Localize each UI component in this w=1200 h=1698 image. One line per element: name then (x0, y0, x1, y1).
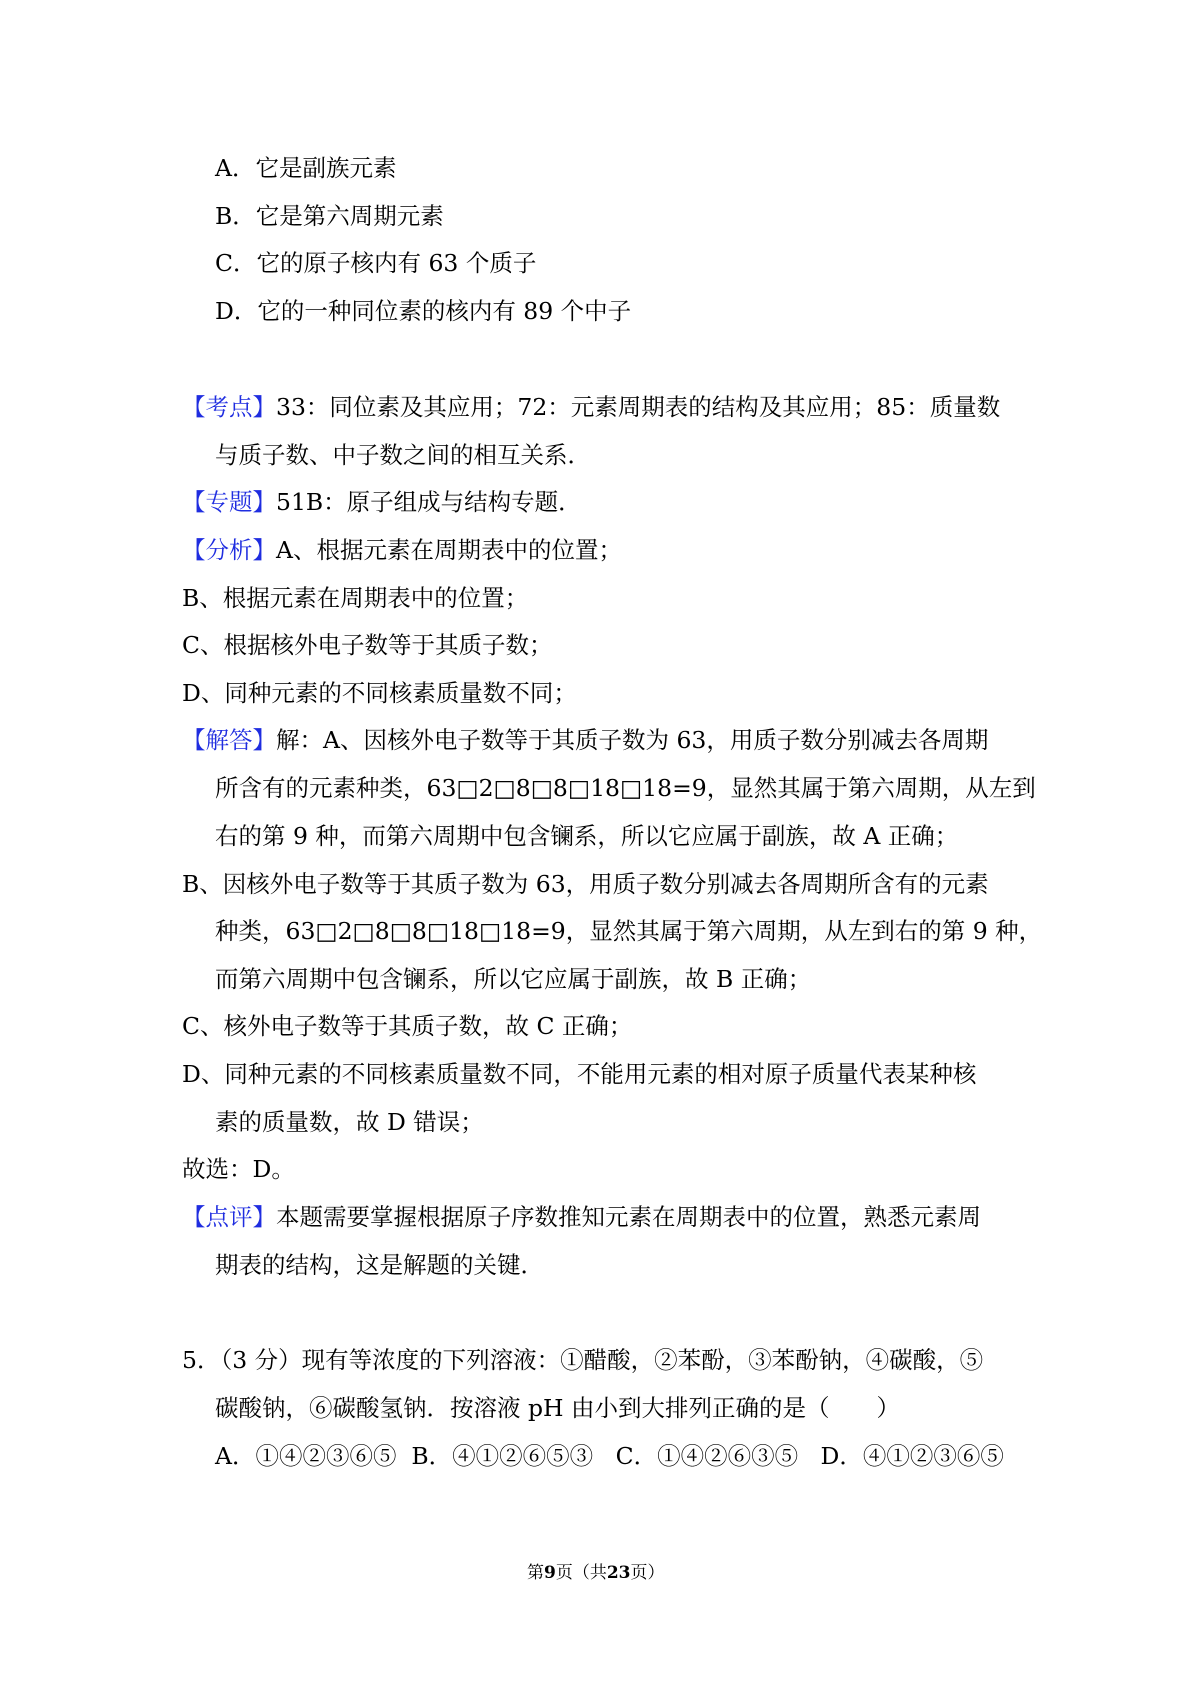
jieda-line-10: 故选：D。 (182, 1155, 295, 1183)
footer-suffix: 页） (630, 1563, 665, 1583)
question-5-choices: A．①④②③⑥⑤ B．④①②⑥⑤③ C．①④②⑥③⑤ D．④①②③⑥⑤ (215, 1442, 1004, 1470)
kaodian-text-1: 33：同位素及其应用；72：元素周期表的结构及其应用；85：质量数 (276, 393, 1001, 421)
footer-total-pages: 23 (606, 1563, 631, 1583)
option-d: D．它的一种同位素的核内有 89 个中子 (215, 297, 632, 325)
jieda-line-4: B、因核外电子数等于其质子数为 63，用质子数分别减去各周期所含有的元素 (182, 870, 989, 898)
jieda-text-1: 解：A、因核外电子数等于其质子数为 63，用质子数分别减去各周期 (276, 726, 989, 754)
jieda-line-3: 右的第 9 种，而第六周期中包含镧系，所以它应属于副族，故 A 正确； (215, 822, 959, 850)
zhuanti-tag: 【专题】 (182, 488, 276, 516)
zhuanti-text: 51B：原子组成与结构专题． (276, 488, 582, 516)
footer-page-number: 9 (544, 1563, 556, 1583)
fenxi-tag: 【分析】 (182, 536, 276, 564)
kaodian-line-2: 与质子数、中子数之间的相互关系． (215, 441, 591, 469)
option-b: B．它是第六周期元素 (215, 202, 444, 230)
kaodian-tag: 【考点】 (182, 393, 276, 421)
dianping-text-1: 本题需要掌握根据原子序数推知元素在周期表中的位置，熟悉元素周 (276, 1203, 981, 1231)
jieda-tag: 【解答】 (182, 726, 276, 754)
dianping-tag: 【点评】 (182, 1203, 276, 1231)
jieda-line-5: 种类，63□2□8□8□18□18=9，显然其属于第六周期，从左到右的第 9 种， (215, 917, 1043, 945)
fenxi-text-1: A、根据元素在周期表中的位置； (276, 536, 622, 564)
option-c: C．它的原子核内有 63 个质子 (215, 249, 537, 277)
kaodian-line-1 (182, 393, 1001, 421)
footer-prefix: 第 (527, 1563, 544, 1583)
fenxi-line-4: D、同种元素的不同核素质量数不同； (182, 679, 577, 707)
option-a: A．它是副族元素 (215, 154, 397, 182)
footer-mid: 页（共 (555, 1563, 607, 1583)
fenxi-line-3: C、根据核外电子数等于其质子数； (182, 631, 553, 659)
jieda-line-6: 而第六周期中包含镧系，所以它应属于副族，故 B 正确； (215, 965, 812, 993)
fenxi-line-1 (182, 536, 622, 564)
question-5-stem-1: 5．（3 分）现有等浓度的下列溶液：①醋酸，②苯酚，③苯酚钠，④碳酸，⑤ (182, 1346, 984, 1374)
page-footer (527, 1565, 665, 1582)
jieda-line-1 (182, 726, 989, 754)
dianping-line-1 (182, 1203, 981, 1231)
dianping-line-2: 期表的结构，这是解题的关键． (215, 1251, 544, 1279)
zhuanti-line (182, 488, 582, 516)
fenxi-line-2: B、根据元素在周期表中的位置； (182, 584, 529, 612)
jieda-line-2: 所含有的元素种类，63□2□8□8□18□18=9，显然其属于第六周期，从左到 (215, 774, 1036, 802)
jieda-line-8: D、同种元素的不同核素质量数不同，不能用元素的相对原子质量代表某种核 (182, 1060, 977, 1088)
jieda-line-9: 素的质量数，故 D 错误； (215, 1108, 484, 1136)
question-5-stem-2: 碳酸钠，⑥碳酸氢钠．按溶液 pH 由小到大排列正确的是（ ） (215, 1394, 900, 1422)
jieda-line-7: C、核外电子数等于其质子数，故 C 正确； (182, 1012, 633, 1040)
